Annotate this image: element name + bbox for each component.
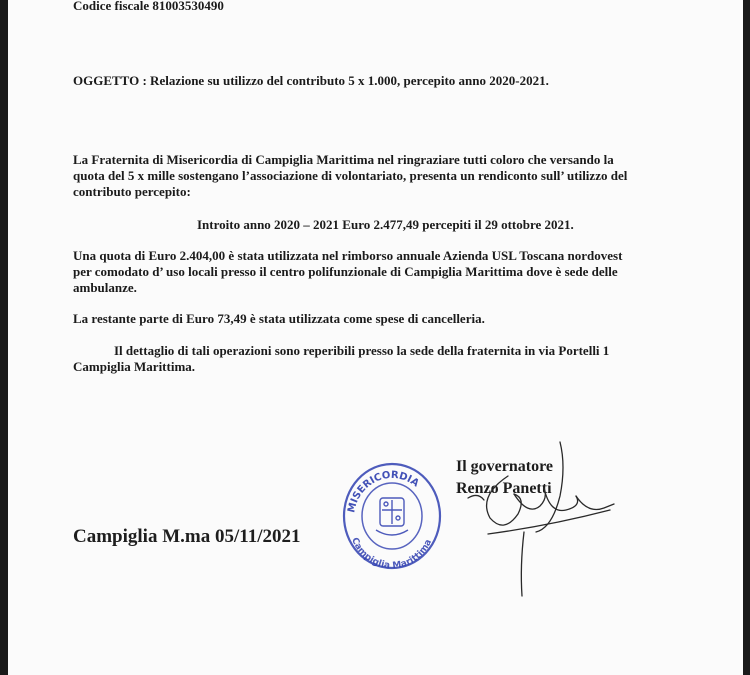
remaining-line: La restante parte di Euro 73,49 è stata utilizzata come spese di cancelleria.: [73, 311, 485, 326]
details-paragraph: [73, 343, 609, 375]
governor-name: Renzo Panetti: [456, 480, 552, 497]
quota-line: per comodato d’ uso locali presso il centro polifunzionale di Campiglia Marittima dove è sede delle: [73, 264, 618, 279]
quota-line: Una quota di Euro 2.404,00 è stata utilizzata nel rimborso annuale Azienda USL Toscana nordovest: [73, 248, 623, 263]
fiscal-code: Codice fiscale 81003530490: [73, 0, 224, 13]
document-page: [8, 0, 743, 675]
details-line: Campiglia Marittima.: [73, 359, 196, 374]
misericordia-stamp: [340, 460, 444, 572]
intro-paragraph: [73, 152, 627, 200]
stamp-top-text: MISERICORDIA: [346, 469, 421, 514]
income-line: Introito anno 2020 – 2021 Euro 2.477,49 percepiti il 29 ottobre 2021.: [197, 217, 574, 232]
intro-line: La Fraternita di Misericordia di Campiglia Marittima nel ringraziare tutti coloro che versando la: [73, 152, 614, 167]
intro-line: contributo percepito:: [73, 184, 191, 199]
details-line: Il dettaglio di tali operazioni sono reperibili presso la sede della fraternita in via Portelli 1: [114, 343, 610, 358]
right-border: [743, 0, 750, 675]
intro-line: quota del 5 x mille sostengano l’associazione di volontariato, presenta un rendiconto sull’ utilizzo del: [73, 168, 628, 183]
handwritten-signature: [448, 436, 628, 606]
subject-line: OGGETTO : Relazione su utilizzo del contributo 5 x 1.000, percepito anno 2020-2021.: [73, 73, 549, 88]
governor-title: Il governatore: [456, 458, 554, 475]
left-border: [0, 0, 8, 675]
quota-line: ambulanze.: [73, 280, 137, 295]
place-date: Campiglia M.ma 05/11/2021: [73, 526, 301, 547]
stamp-emblem-icon: [376, 498, 408, 535]
quota-paragraph: [73, 248, 622, 296]
stamp-bottom-text: Campiglia Marittima: [349, 536, 435, 572]
